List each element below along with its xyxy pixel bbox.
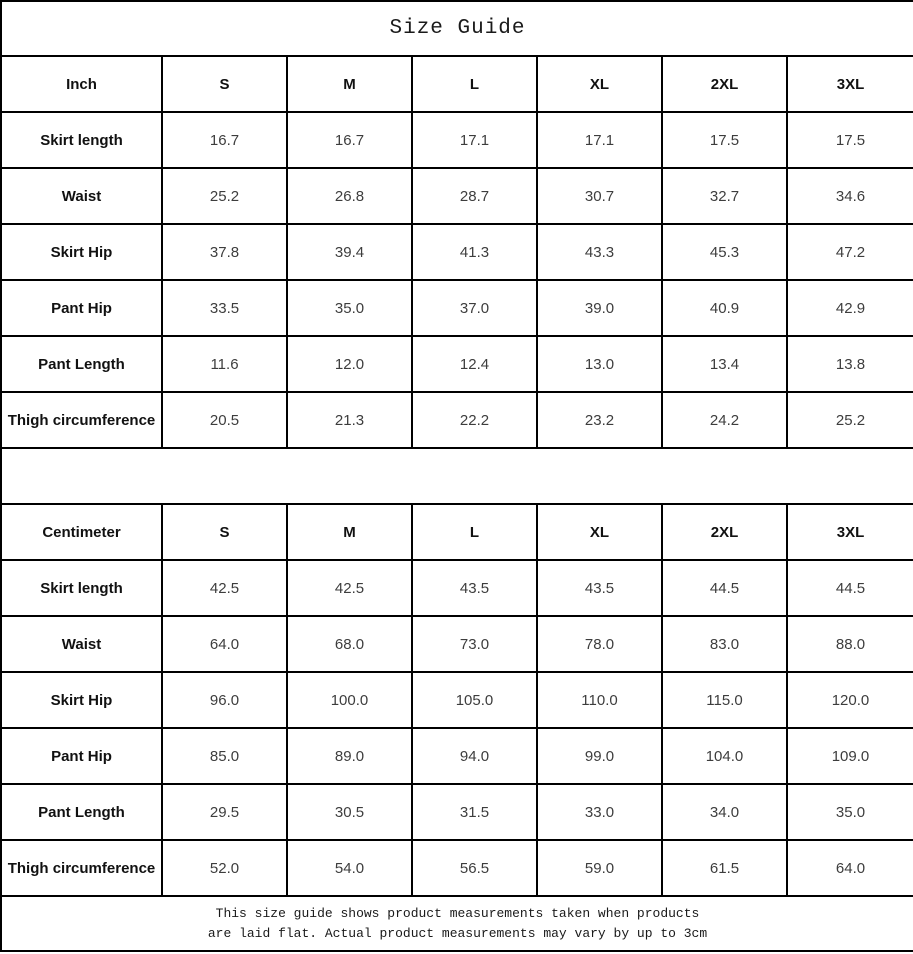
footer-note-line-1: This size guide shows product measurements taken when products	[215, 906, 700, 921]
measurement-label: Skirt length	[1, 560, 162, 616]
measurement-value: 16.7	[162, 112, 287, 168]
size-column-header: M	[287, 504, 412, 560]
measurement-value: 33.0	[537, 784, 662, 840]
measurement-value: 41.3	[412, 224, 537, 280]
measurement-value: 37.8	[162, 224, 287, 280]
measurement-value: 43.5	[412, 560, 537, 616]
measurement-value: 23.2	[537, 392, 662, 448]
measurement-value: 37.0	[412, 280, 537, 336]
measurement-label: Thigh circumference	[1, 840, 162, 896]
measurement-label: Waist	[1, 616, 162, 672]
measurement-value: 44.5	[662, 560, 787, 616]
footer-row	[1, 896, 913, 951]
measurement-value: 83.0	[662, 616, 787, 672]
measurement-value: 13.4	[662, 336, 787, 392]
table-spacer-row	[1, 448, 913, 504]
measurement-row	[1, 112, 913, 168]
size-header-row	[1, 504, 913, 560]
measurement-value: 11.6	[162, 336, 287, 392]
measurement-value: 30.7	[537, 168, 662, 224]
measurement-value: 104.0	[662, 728, 787, 784]
page-title: Size Guide	[1, 1, 913, 56]
measurement-value: 31.5	[412, 784, 537, 840]
measurement-value: 73.0	[412, 616, 537, 672]
measurement-value: 39.4	[287, 224, 412, 280]
measurement-value: 54.0	[287, 840, 412, 896]
measurement-value: 115.0	[662, 672, 787, 728]
title-row	[1, 1, 913, 56]
measurement-value: 13.8	[787, 336, 913, 392]
measurement-value: 42.5	[162, 560, 287, 616]
measurement-value: 39.0	[537, 280, 662, 336]
measurement-value: 17.5	[662, 112, 787, 168]
measurement-label: Pant Length	[1, 784, 162, 840]
measurement-value: 30.5	[287, 784, 412, 840]
footer-note-line-2: are laid flat. Actual product measurements may vary by up to 3cm	[207, 925, 708, 941]
measurement-value: 12.0	[287, 336, 412, 392]
measurement-value: 61.5	[662, 840, 787, 896]
measurement-value: 17.5	[787, 112, 913, 168]
measurement-value: 42.5	[287, 560, 412, 616]
measurement-value: 28.7	[412, 168, 537, 224]
measurement-value: 120.0	[787, 672, 913, 728]
measurement-label: Skirt Hip	[1, 672, 162, 728]
size-column-header: XL	[537, 56, 662, 112]
measurement-value: 25.2	[162, 168, 287, 224]
measurement-value: 78.0	[537, 616, 662, 672]
size-column-header: L	[412, 504, 537, 560]
measurement-value: 59.0	[537, 840, 662, 896]
measurement-value: 22.2	[412, 392, 537, 448]
measurement-value: 110.0	[537, 672, 662, 728]
measurement-value: 35.0	[287, 280, 412, 336]
inch-size-table	[1, 56, 913, 448]
unit-label: Centimeter	[1, 504, 162, 560]
measurement-value: 64.0	[787, 840, 913, 896]
measurement-value: 42.9	[787, 280, 913, 336]
measurement-value: 20.5	[162, 392, 287, 448]
measurement-value: 99.0	[537, 728, 662, 784]
measurement-value: 33.5	[162, 280, 287, 336]
measurement-value: 17.1	[537, 112, 662, 168]
measurement-value: 40.9	[662, 280, 787, 336]
measurement-value: 44.5	[787, 560, 913, 616]
footer-note	[1, 896, 913, 951]
measurement-value: 24.2	[662, 392, 787, 448]
centimeter-size-table	[1, 504, 913, 896]
measurement-value: 88.0	[787, 616, 913, 672]
measurement-value: 64.0	[162, 616, 287, 672]
table-spacer	[1, 448, 913, 504]
size-column-header: 3XL	[787, 504, 913, 560]
measurement-row	[1, 336, 913, 392]
measurement-value: 45.3	[662, 224, 787, 280]
size-column-header: S	[162, 504, 287, 560]
measurement-value: 47.2	[787, 224, 913, 280]
measurement-value: 29.5	[162, 784, 287, 840]
measurement-value: 68.0	[287, 616, 412, 672]
measurement-value: 96.0	[162, 672, 287, 728]
measurement-value: 13.0	[537, 336, 662, 392]
measurement-value: 89.0	[287, 728, 412, 784]
measurement-row	[1, 840, 913, 896]
measurement-row	[1, 280, 913, 336]
measurement-row	[1, 672, 913, 728]
measurement-value: 100.0	[287, 672, 412, 728]
measurement-value: 34.0	[662, 784, 787, 840]
measurement-row	[1, 784, 913, 840]
measurement-label: Waist	[1, 168, 162, 224]
measurement-value: 21.3	[287, 392, 412, 448]
measurement-value: 12.4	[412, 336, 537, 392]
size-column-header: S	[162, 56, 287, 112]
unit-label: Inch	[1, 56, 162, 112]
measurement-value: 17.1	[412, 112, 537, 168]
measurement-label: Pant Hip	[1, 728, 162, 784]
measurement-row	[1, 560, 913, 616]
measurement-value: 52.0	[162, 840, 287, 896]
measurement-row	[1, 728, 913, 784]
measurement-value: 94.0	[412, 728, 537, 784]
measurement-value: 85.0	[162, 728, 287, 784]
measurement-row	[1, 392, 913, 448]
measurement-value: 56.5	[412, 840, 537, 896]
measurement-value: 43.3	[537, 224, 662, 280]
size-column-header: M	[287, 56, 412, 112]
measurement-label: Skirt Hip	[1, 224, 162, 280]
measurement-label: Pant Hip	[1, 280, 162, 336]
measurement-row	[1, 616, 913, 672]
measurement-label: Pant Length	[1, 336, 162, 392]
size-header-row	[1, 56, 913, 112]
measurement-value: 32.7	[662, 168, 787, 224]
measurement-value: 34.6	[787, 168, 913, 224]
measurement-row	[1, 168, 913, 224]
measurement-value: 109.0	[787, 728, 913, 784]
measurement-value: 25.2	[787, 392, 913, 448]
measurement-value: 26.8	[287, 168, 412, 224]
measurement-row	[1, 224, 913, 280]
size-column-header: 3XL	[787, 56, 913, 112]
size-column-header: XL	[537, 504, 662, 560]
measurement-label: Skirt length	[1, 112, 162, 168]
measurement-value: 35.0	[787, 784, 913, 840]
size-column-header: L	[412, 56, 537, 112]
size-column-header: 2XL	[662, 504, 787, 560]
size-column-header: 2XL	[662, 56, 787, 112]
measurement-value: 105.0	[412, 672, 537, 728]
measurement-value: 16.7	[287, 112, 412, 168]
measurement-value: 43.5	[537, 560, 662, 616]
measurement-label: Thigh circumference	[1, 392, 162, 448]
